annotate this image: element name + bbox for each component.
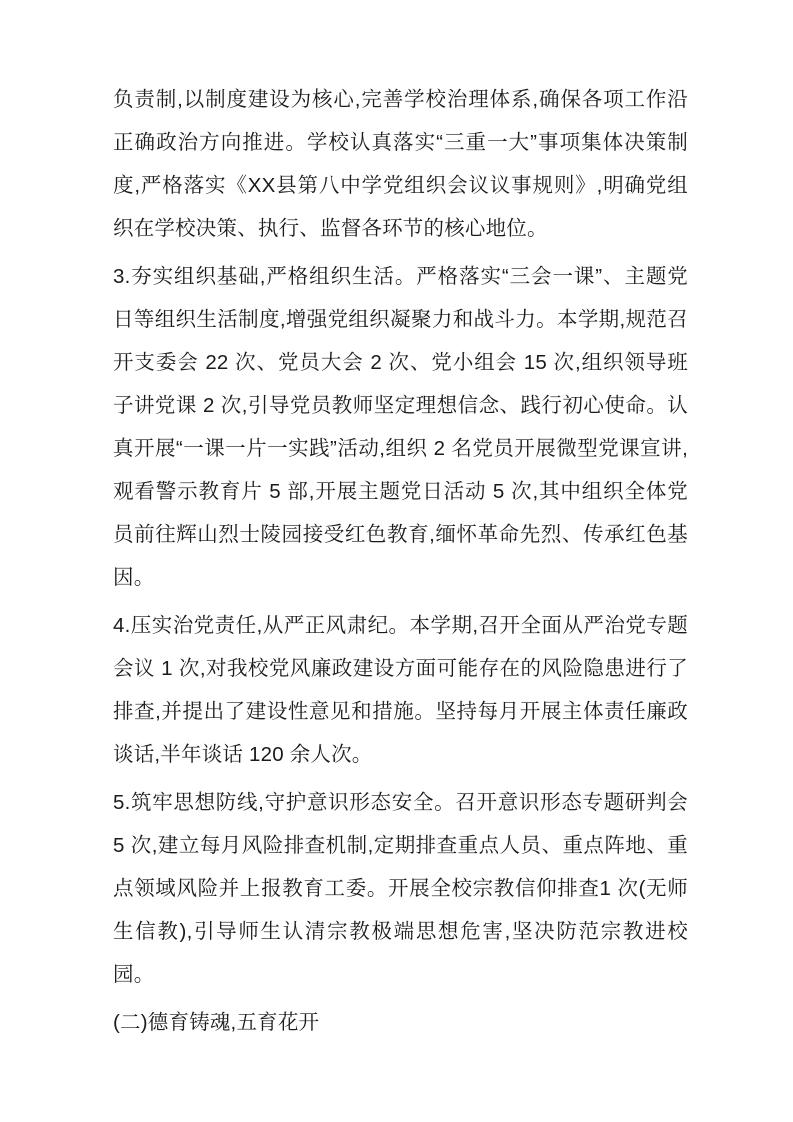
document-body — [113, 78, 688, 1044]
paragraph-section-heading: (二)德育铸魂,五育花开 — [113, 1011, 320, 1034]
paragraph-item-3: 3.夯实组织基础,严格组织生活。严格落实“三会一课”、主题党日等组织生活制度,增强党组织凝聚力和战斗力。本学期,规范召开支委会 22 次、党员大会 2 次、党小组会 15 次,组织领导班子讲党课 2 次,引导党员教师坚定理想信念、践行初心使命。认真开展“一课一片一实践”活动,组织 2 名党员开展微型党课宣讲,观看警示教育片 5 部,开展主题党日活动 5 次,其中组织全体党员前往辉山烈士陵园接受红色教育,缅怀革命先烈、传承红色基因。 — [113, 265, 688, 589]
paragraph-item-4: 4.压实治党责任,从严正风肃纪。本学期,召开全面从严治党专题会议 1 次,对我校党风廉政建设方面可能存在的风险隐患进行了排查,并提出了建设性意见和措施。坚持每月开展主体责任廉政谈话,半年谈话 120 余人次。 — [113, 614, 688, 766]
paragraph-item-5: 5.筑牢思想防线,守护意识形态安全。召开意识形态专题研判会 5 次,建立每月风险排查机制,定期排查重点人员、重点阵地、重点领域风险并上报教育工委。开展全校宗教信仰排查1 次(无师生信教),引导师生认清宗教极端思想危害,坚决防范宗教进校园。 — [113, 791, 688, 986]
paragraph-continuation: 负责制,以制度建设为核心,完善学校治理体系,确保各项工作沿正确政治方向推进。学校认真落实“三重一大”事项集体决策制度,严格落实《XX县第八中学党组织会议议事规则》,明确党组织在学校决策、执行、监督各环节的核心地位。 — [113, 88, 688, 240]
